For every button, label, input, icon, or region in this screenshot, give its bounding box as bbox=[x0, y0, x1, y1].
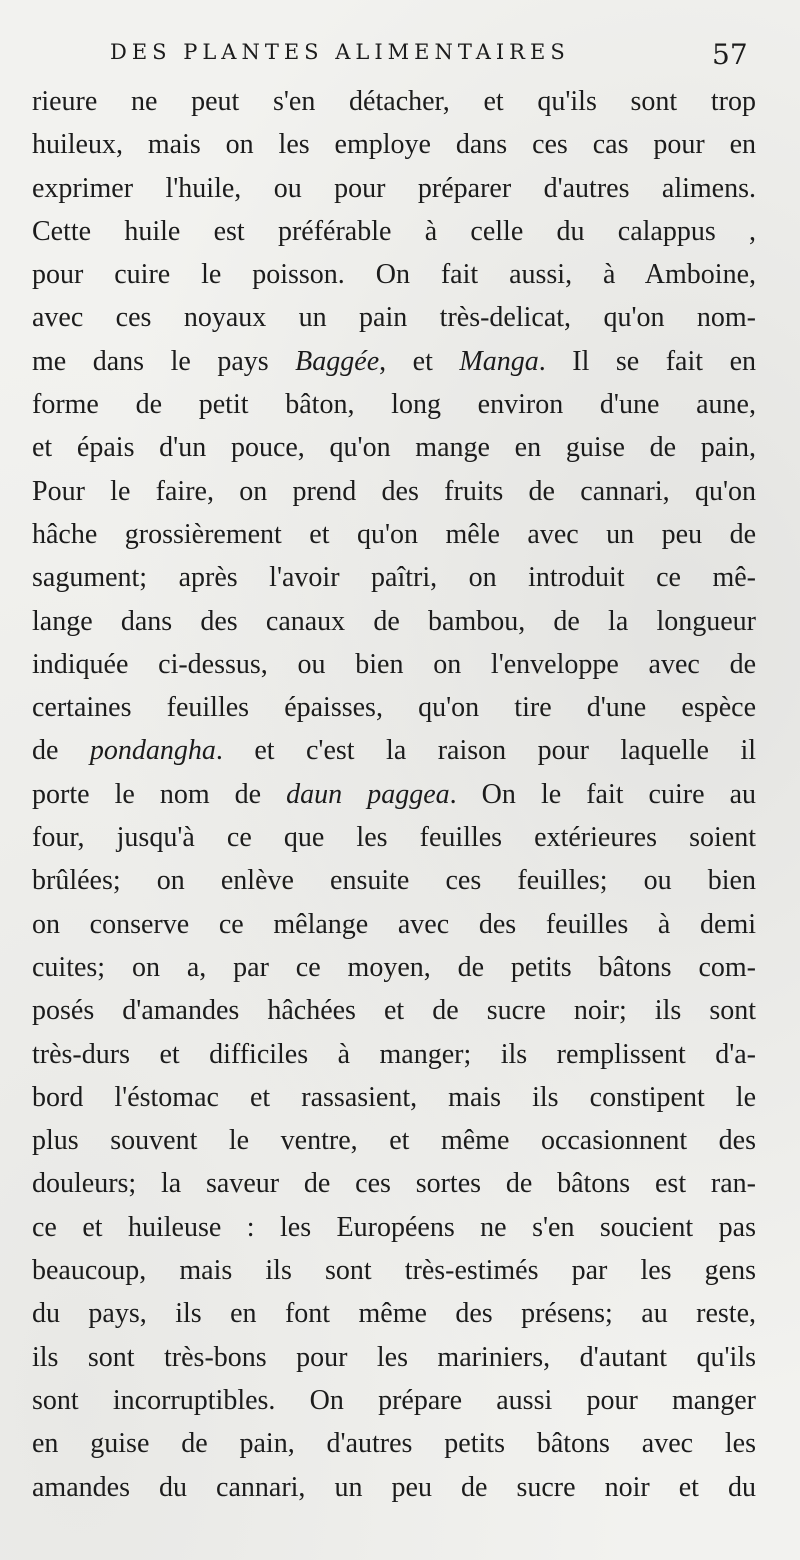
text-line bbox=[32, 989, 756, 1032]
text-line bbox=[32, 513, 756, 556]
text-segment: brûlées; on enlève ensuite ces feuilles; ou bien bbox=[32, 865, 756, 897]
text-segment: sagument; après l'avoir paîtri, on introduit ce mê- bbox=[32, 562, 756, 594]
text-line bbox=[32, 253, 756, 296]
text-segment: sont incorruptibles. On prépare aussi pour manger bbox=[32, 1384, 756, 1416]
text-segment: four, jusqu'à ce que les feuilles extérieures soient bbox=[32, 822, 756, 854]
text-segment: certaines feuilles épaisses, qu'on tire d'une espèce bbox=[32, 692, 756, 724]
text-line bbox=[32, 1292, 756, 1335]
italic-term: Manga bbox=[459, 345, 539, 377]
text-segment: Pour le faire, on prend des fruits de cannari, qu'on bbox=[32, 475, 756, 507]
text-line bbox=[32, 1162, 756, 1205]
text-line bbox=[32, 686, 756, 729]
text-segment: huileux, mais on les employe dans ces cas pour en bbox=[32, 129, 756, 161]
text-segment: ils sont très-bons pour les mariniers, d'autant qu'ils bbox=[32, 1341, 756, 1373]
text-segment: me dans le pays bbox=[32, 345, 296, 377]
text-line bbox=[32, 1206, 756, 1249]
text-segment: et épais d'un pouce, qu'on mange en guise de pain, bbox=[32, 432, 756, 464]
text-segment: forme de petit bâton, long environ d'une aune, bbox=[32, 389, 756, 421]
italic-term: daun paggea bbox=[286, 778, 450, 810]
text-line bbox=[32, 903, 756, 946]
text-segment: en guise de pain, d'autres petits bâtons avec les bbox=[32, 1428, 756, 1460]
text-line bbox=[32, 210, 756, 253]
text-segment: . et c'est la raison pour laquelle il bbox=[215, 735, 756, 767]
text-segment: rieure ne peut s'en détacher, et qu'ils sont trop bbox=[32, 86, 756, 117]
text-segment: lange dans des canaux de bambou, de la longueur bbox=[32, 605, 756, 637]
text-line bbox=[32, 1076, 756, 1119]
text-line bbox=[32, 773, 756, 816]
text-line bbox=[32, 470, 756, 513]
text-line bbox=[32, 816, 756, 859]
text-segment: exprimer l'huile, ou pour préparer d'autres alimens. bbox=[32, 172, 756, 204]
text-line bbox=[32, 1033, 756, 1076]
text-segment: amandes du cannari, un peu de sucre noir et du bbox=[32, 1471, 756, 1503]
text-segment: cuites; on a, par ce moyen, de petits bâtons com- bbox=[32, 951, 756, 983]
text-segment: avec ces noyaux un pain très-delicat, qu'on nom- bbox=[32, 302, 756, 334]
body-text bbox=[32, 80, 756, 1509]
text-segment: hâche grossièrement et qu'on mêle avec un peu de bbox=[32, 518, 756, 550]
text-segment: Cette huile est préférable à celle du calappus , bbox=[32, 215, 756, 247]
text-line bbox=[32, 1422, 756, 1465]
text-segment: indiquée ci-dessus, ou bien on l'enveloppe avec de bbox=[32, 648, 756, 680]
italic-term: Baggée bbox=[295, 345, 380, 377]
text-segment: pour cuire le poisson. On fait aussi, à Amboine, bbox=[32, 259, 756, 291]
text-line bbox=[32, 80, 756, 123]
text-line bbox=[32, 167, 756, 210]
text-line bbox=[32, 556, 756, 599]
text-line bbox=[32, 296, 756, 339]
text-segment: très-durs et difficiles à manger; ils remplissent d'a- bbox=[32, 1038, 756, 1070]
text-line bbox=[32, 729, 756, 772]
text-line bbox=[32, 1336, 756, 1379]
text-line bbox=[32, 1379, 756, 1422]
text-segment: on conserve ce mêlange avec des feuilles à demi bbox=[32, 908, 756, 940]
text-segment: , et bbox=[379, 345, 460, 377]
text-segment: ce et huileuse : les Européens ne s'en soucient pas bbox=[32, 1211, 756, 1243]
text-segment: posés d'amandes hâchées et de sucre noir; ils sont bbox=[32, 995, 756, 1027]
text-segment: . Il se fait en bbox=[538, 345, 756, 377]
text-segment: bord l'éstomac et rassasient, mais ils constipent le bbox=[32, 1081, 756, 1113]
text-line bbox=[32, 1466, 756, 1509]
text-segment: porte le nom de bbox=[32, 778, 287, 810]
text-line bbox=[32, 340, 756, 383]
text-line bbox=[32, 383, 756, 426]
text-line bbox=[32, 600, 756, 643]
text-segment: plus souvent le ventre, et même occasionnent des bbox=[32, 1125, 756, 1157]
text-segment: du pays, ils en font même des présens; au reste, bbox=[32, 1298, 756, 1330]
text-line bbox=[32, 946, 756, 989]
text-line bbox=[32, 1249, 756, 1292]
text-segment: beaucoup, mais ils sont très-estimés par les gens bbox=[32, 1255, 756, 1287]
text-segment: . On le fait cuire au bbox=[449, 778, 756, 810]
text-line bbox=[32, 1119, 756, 1162]
text-line bbox=[32, 643, 756, 686]
text-segment: douleurs; la saveur de ces sortes de bâtons est ran- bbox=[32, 1168, 756, 1200]
text-segment: de bbox=[32, 735, 90, 767]
running-head-title: DES PLANTES ALIMENTAIRES bbox=[110, 40, 570, 64]
page-number: 57 bbox=[712, 38, 748, 71]
italic-term: pondangha bbox=[89, 735, 216, 767]
text-line bbox=[32, 859, 756, 902]
text-line bbox=[32, 426, 756, 469]
text-line bbox=[32, 123, 756, 166]
